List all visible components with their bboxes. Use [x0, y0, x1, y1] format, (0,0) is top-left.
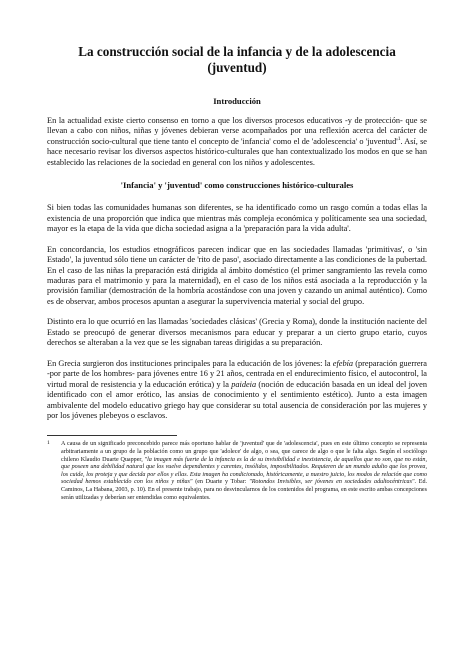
section-heading: 'Infancia' y 'juventud' como construcciones histórico-culturales — [120, 180, 354, 191]
intro-text-end: . Así, se hace necesario revisar los diversos aspectos histórico-culturales que han contextualizado los modos en que se han establecido las relaciones de la sociedad en general con los niños y adolescentes. — [47, 136, 427, 167]
intro-heading: Introducción — [213, 96, 261, 106]
footnote-separator — [47, 435, 177, 436]
paragraph-greece — [47, 359, 427, 422]
term-paideia: paideia — [231, 379, 257, 389]
footnote-reference[interactable]: 1 — [397, 136, 401, 143]
term-efebia: efebía — [332, 358, 354, 368]
paragraph-classical-societies: Distinto era lo que ocurrió en las llamadas 'sociedades clásicas' (Grecia y Roma), donde la institución naciente del Estado se preocupó de generar diversos mecanismos para educar y preparar a un cierto grupo etario, cuyos derechos se alteraban a la vez que se les signaban tareas dirigidas a su preparación. — [47, 317, 427, 348]
paragraph-ethnographic: En concordancia, los estudios etnográficos parecen indicar que en las sociedades llamadas 'primitivas', o 'sin Estado', la juventud sólo tiene un carácter de 'rito de paso', asociado directamente a las condiciones de la pubertad. En el caso de las niñas la preparación está dirigida al ámbito doméstico (el primer sangramiento las revela como maduras para el matrimonio y para la maternidad), en el caso de los niños está asociada a la reproducción y la provisión familiar (demostración de la hombría acostándose con una joven y cazando un animal auténtico). Como es de observar, ambos procesos apuntan a asegurar la supervivencia material y social del grupo. — [47, 244, 427, 306]
greece-text-2: (preparación guerrera -por parte de los hombres- para jóvenes entre 16 y 21 años, centrada en el endurecimiento físico, el autocontrol, la virtud moral de resistencia y la educación erótica) y la — [47, 358, 427, 389]
footnote-source-title: "Rotondos Invisibles, ser jóvenes en sociedades adultocéntricas" — [249, 479, 415, 486]
intro-text-start: En la actualidad existe cierto consenso en torno a que los diversos procesos educativos -y de protección- que se llevan a cabo con niños, niñas y jóvenes debieran verse acompañados por una reflexión acerca del carácter de construcción socio-cultural que tiene tanto el concepto de 'infancia' como el de 'adolescencia' o 'juventud' — [47, 116, 427, 146]
footnote-text-3: . Ed. Caminos, La Habana, 2003, p. 10). En el presente trabajo, para no desvincularnos de los contenidos del programa, en este escrito ambas concepciones serán utilizadas y deberían ser entendidas como equivalentes. — [61, 479, 428, 501]
document-title: La construcción social de la infancia y de la adolescencia (juventud) — [78, 44, 396, 75]
footnote-text-2: (en Duarte y Tobar: — [192, 479, 250, 486]
paragraph-communities: Si bien todas las comunidades humanas son diferentes, se ha identificado como un rasgo común a todas ellas la existencia de una proporción que indica que mientras más compleja económica y políticamente sea una sociedad, mayor es la etapa de la vida que dicha sociedad asigna a la 'preparación para la vida adulta'. — [47, 203, 427, 234]
footnote-quote: "la imagen más fuerte de la infancia es la de su invisibilidad e inexistencia, de aquellos que no son, que no están, que poseen una debilidad natural que los vuelve dependientes y carentes, insólidos, imposibilitados. Requieren de un mundo adulto que los provea, los cuide, los proteja y que decida por ellos y ellas. Esta imagen ha condicionado, históricamente, a nuestro juicio, los modos de relación que como sociedad hemos establecido con los niños y niñas" — [61, 456, 427, 486]
footnote — [47, 441, 427, 502]
intro-paragraph — [47, 116, 427, 168]
greece-text-1: En Grecia surgieron dos instituciones principales para la educación de los jóvenes: la — [47, 358, 333, 368]
greece-text-3: (noción de educación basada en un ideal del joven identificado con el amor erótico, las ansias de conocimiento y el sentimiento estético). Junto a esta imagen ambivalente del modelo educativo griego hay que considerar su total ausencia de consideración por las mujeres y por los jóvenes plebeyos o esclavos. — [47, 379, 427, 420]
footnote-text-1: A causa de un significado preconcebido parece más oportuno hablar de 'juventud' que de 'adolescencia', pues en este último concepto se representa arbitrariamente a un grupo de la población como un grupo que 'adolece' de algo, o sea, que carece de algo o que le falta algo. Según el sociólogo chileno Klaudio Duarte Quapper, — [61, 441, 427, 463]
footnote-number: 1 — [47, 440, 50, 447]
